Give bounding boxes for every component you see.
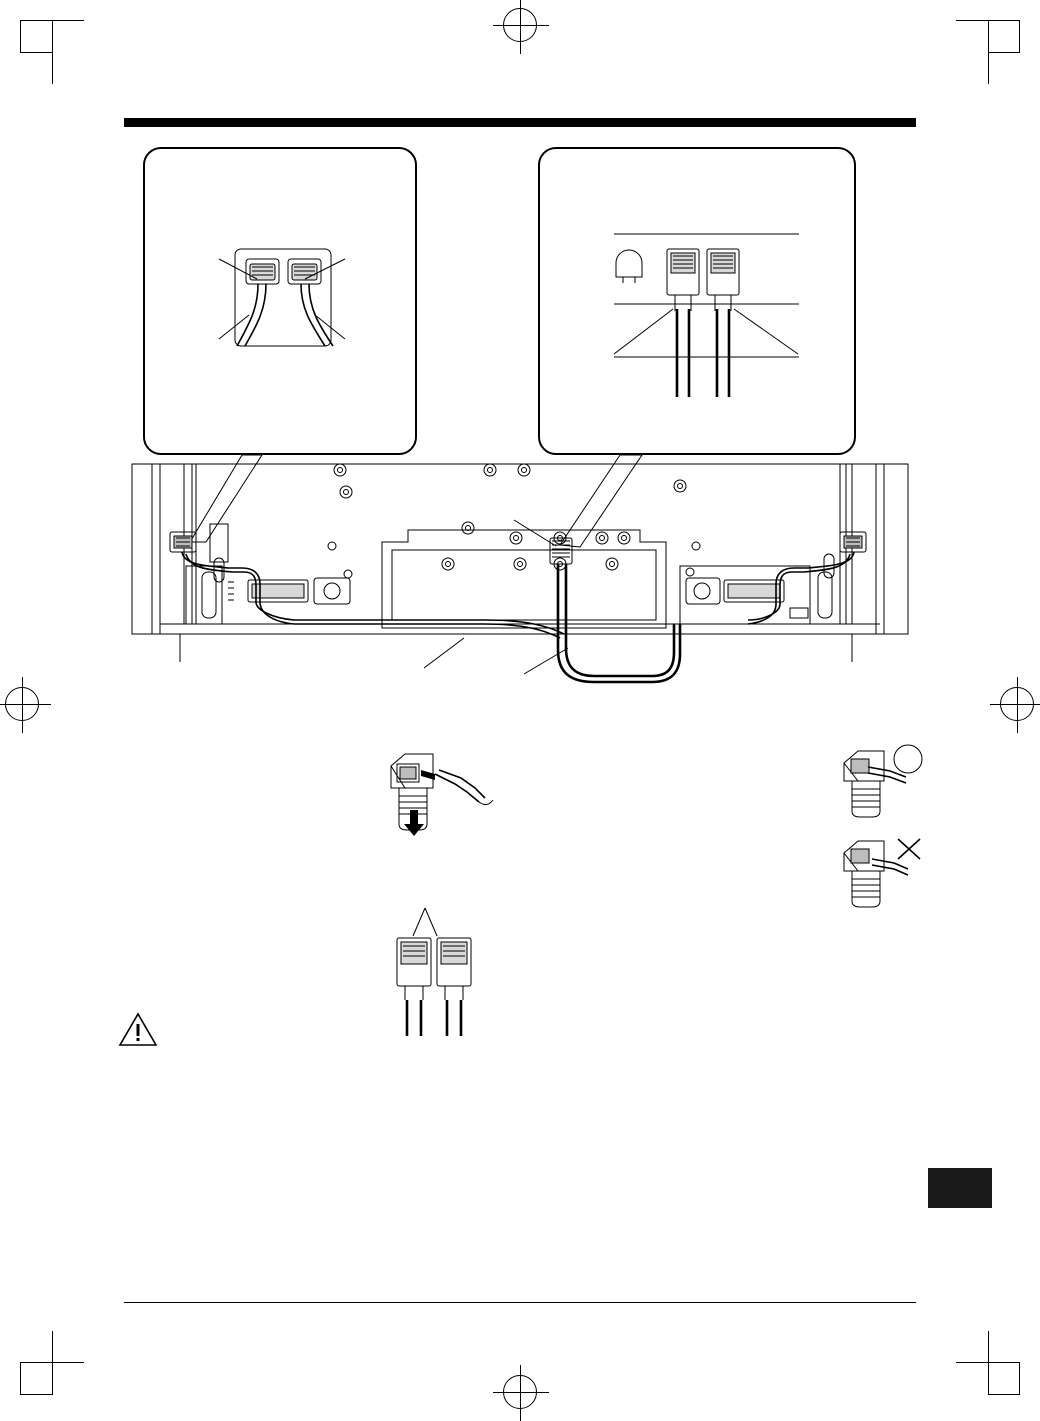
warning-triangle-icon — [118, 1012, 158, 1048]
crop-mark — [20, 20, 21, 52]
correct-connection-detail — [838, 745, 938, 825]
crop-mark — [988, 1331, 989, 1395]
crop-mark — [20, 1362, 21, 1395]
speaker-terminal-closeup-right — [538, 147, 856, 455]
registration-target — [503, 8, 537, 42]
cable-insert-detail — [383, 748, 513, 843]
page-number-tab — [928, 1168, 992, 1208]
registration-target — [1000, 687, 1034, 721]
incorrect-connection-detail — [838, 835, 938, 915]
crop-mark — [52, 1331, 53, 1395]
crop-mark — [988, 52, 1020, 53]
ok-circle-mark — [894, 745, 922, 773]
crop-mark — [52, 20, 53, 84]
ng-cross-mark — [898, 839, 920, 859]
display-rear-panel-diagram — [124, 462, 916, 702]
crop-mark — [1019, 20, 1020, 52]
crop-mark — [20, 1394, 52, 1395]
header-rule — [124, 118, 916, 127]
speaker-terminal-closeup-left — [143, 147, 417, 455]
closeup-right-drawing — [540, 149, 858, 457]
registration-target — [503, 1375, 537, 1409]
crop-mark — [988, 1394, 1020, 1395]
footer-rule — [124, 1302, 916, 1303]
crop-mark — [1019, 1362, 1020, 1395]
crop-mark — [20, 52, 52, 53]
registration-target — [5, 687, 39, 721]
connector-pair-detail — [383, 900, 493, 1040]
closeup-left-drawing — [145, 149, 419, 457]
